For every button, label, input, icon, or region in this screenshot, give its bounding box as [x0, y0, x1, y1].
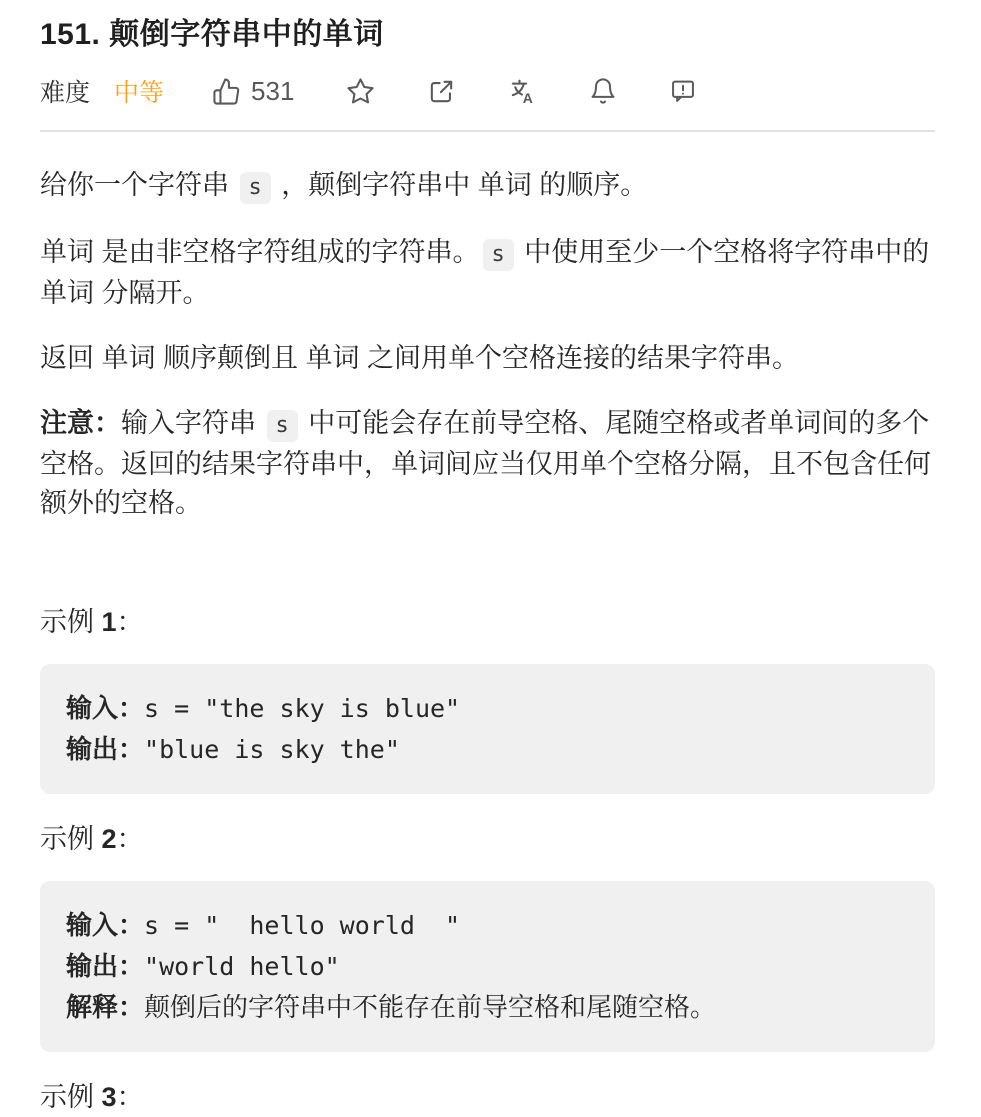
text-segment: 中可能会存在前导空格、尾随空格或者单词间的多个空格。返回的结果字符串中，单词间应当仅用单个空格分隔，且不包含任何额外的空格。	[40, 408, 931, 518]
description-paragraph	[40, 404, 935, 523]
example-2-title	[40, 820, 935, 859]
io-label: 输出：	[66, 951, 145, 981]
example-title-text: 示例	[40, 824, 102, 854]
io-value: s = " hello world "	[144, 911, 461, 940]
problem-title: 151. 颠倒字符串中的单词	[40, 18, 384, 51]
bold-text: 注意：	[40, 408, 121, 438]
like-button[interactable]	[212, 76, 294, 107]
example-io-line	[66, 688, 909, 729]
difficulty-badge: 中等	[114, 79, 165, 107]
bell-icon	[589, 77, 617, 105]
difficulty-label: 难度	[40, 79, 91, 107]
text-segment: ，颠倒字符串中 单词 的顺序。	[273, 170, 648, 200]
description-paragraph	[40, 339, 935, 378]
example-io-line	[66, 905, 909, 946]
divider	[40, 130, 935, 132]
example-1-code-block	[40, 664, 935, 794]
meta-row	[40, 74, 935, 108]
io-label: 输出：	[66, 734, 145, 764]
like-count: 531	[251, 75, 295, 106]
example-number: 1	[101, 607, 117, 637]
example-2-code-block	[40, 881, 935, 1052]
example-3-title	[40, 1078, 935, 1117]
share-button[interactable]	[427, 77, 456, 106]
inline-code: s	[267, 410, 298, 442]
io-label: 输入：	[66, 910, 145, 940]
favorite-button[interactable]	[346, 77, 375, 106]
text-segment: 给你一个字符串	[40, 170, 237, 200]
example-io-line	[66, 946, 909, 987]
io-value: "blue is sky the"	[144, 735, 400, 764]
translate-button[interactable]	[508, 77, 537, 106]
inline-code: s	[483, 239, 514, 271]
example-title-colon: ：	[116, 824, 144, 854]
translate-icon	[508, 77, 537, 106]
example-number: 3	[101, 1082, 117, 1112]
text-segment: 输入字符串	[121, 408, 264, 438]
inline-code: s	[240, 172, 271, 204]
example-title-text: 示例	[40, 607, 102, 637]
example-io-line	[66, 987, 909, 1028]
text-segment: 单词 是由非空格字符组成的字符串。	[40, 237, 480, 267]
text-segment: 返回 单词 顺序颠倒且 单词 之间用单个空格连接的结果字符串。	[40, 343, 800, 373]
example-number: 2	[101, 824, 117, 854]
io-value: s = "the sky is blue"	[144, 694, 461, 723]
star-icon	[346, 77, 375, 106]
description-body	[40, 166, 935, 523]
io-label: 输入：	[66, 693, 145, 723]
thumbs-up-icon	[212, 77, 241, 106]
share-icon	[427, 77, 456, 106]
feedback-icon	[669, 77, 697, 105]
example-1-title	[40, 603, 935, 642]
io-label: 解释：	[66, 992, 145, 1022]
example-io-line	[66, 729, 909, 770]
io-explanation: 颠倒后的字符串中不能存在前导空格和尾随空格。	[144, 992, 717, 1022]
svg-text:A: A	[523, 89, 534, 106]
example-title-text: 示例	[40, 1082, 102, 1112]
feedback-button[interactable]	[669, 77, 697, 105]
example-title-colon: ：	[116, 607, 144, 637]
example-title-colon: ：	[116, 1082, 144, 1112]
description-paragraph	[40, 166, 935, 207]
subscribe-button[interactable]	[589, 77, 617, 105]
io-value: "world hello"	[144, 952, 340, 981]
description-paragraph	[40, 233, 935, 313]
text-segment: 中使用至少一个空格将字符串中的 单词 分隔开。	[40, 237, 930, 308]
